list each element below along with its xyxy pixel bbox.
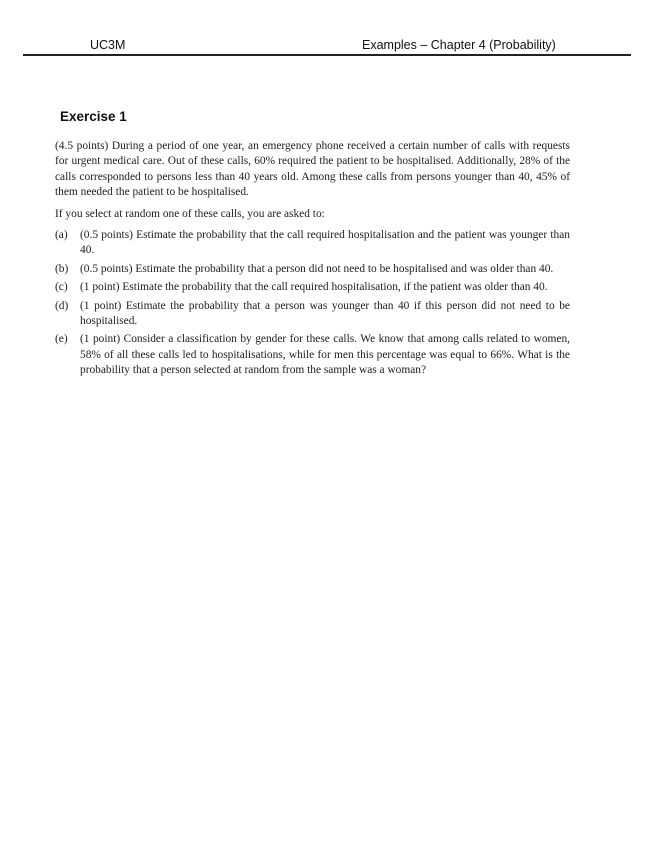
exercise-item-b [55,262,570,277]
exercise-intro: (4.5 points) During a period of one year, an emergency phone received a certain number of calls with requests for urgent medical care. Out of these calls, 60% required the patient to be hospitalised. Additionally, 28% of the calls corresponded to persons less than 40 years old. Among these calls from persons younger than 40, 45% of them needed the patient to be hospitalised. [55,140,570,199]
item-text: (1 point) Estimate the probability that the call required hospitalisation, if the patient was older than 40. [80,281,548,294]
item-text: (0.5 points) Estimate the probability that the call required hospitalisation and the patient was younger than 40. [80,229,570,257]
page-header [0,0,655,60]
exercise-item-e [55,332,570,378]
exercise-items [55,228,570,379]
header-institution: UC3M [90,38,126,52]
exercise-body [55,139,570,382]
exercise-item-d [55,299,570,330]
item-marker: (c) [55,281,68,294]
item-text: (0.5 points) Estimate the probability that a person did not need to be hospitalised and was older than 40. [80,262,554,275]
exercise-item-c [55,280,570,295]
item-marker: (a) [55,229,68,242]
exercise-title: Exercise 1 [60,109,127,124]
exercise-prompt: If you select at random one of these calls, you are asked to: [55,207,325,220]
item-text: (1 point) Consider a classification by gender for these calls. We know that among calls related to women, 58% of all these calls led to hospitalisations, while for men this percentage was equal to 66%. What is the probability that a person selected at random from the sample was a woman? [80,333,570,377]
exercise-item-a [55,228,570,259]
header-divider [23,54,631,56]
header-chapter-title: Examples – Chapter 4 (Probability) [362,38,556,52]
item-text: (1 point) Estimate the probability that a person was younger than 40 if this person did not need to be hospitalised. [80,299,570,328]
item-marker: (e) [55,333,68,346]
item-marker: (b) [55,262,69,275]
item-marker: (d) [55,299,69,312]
